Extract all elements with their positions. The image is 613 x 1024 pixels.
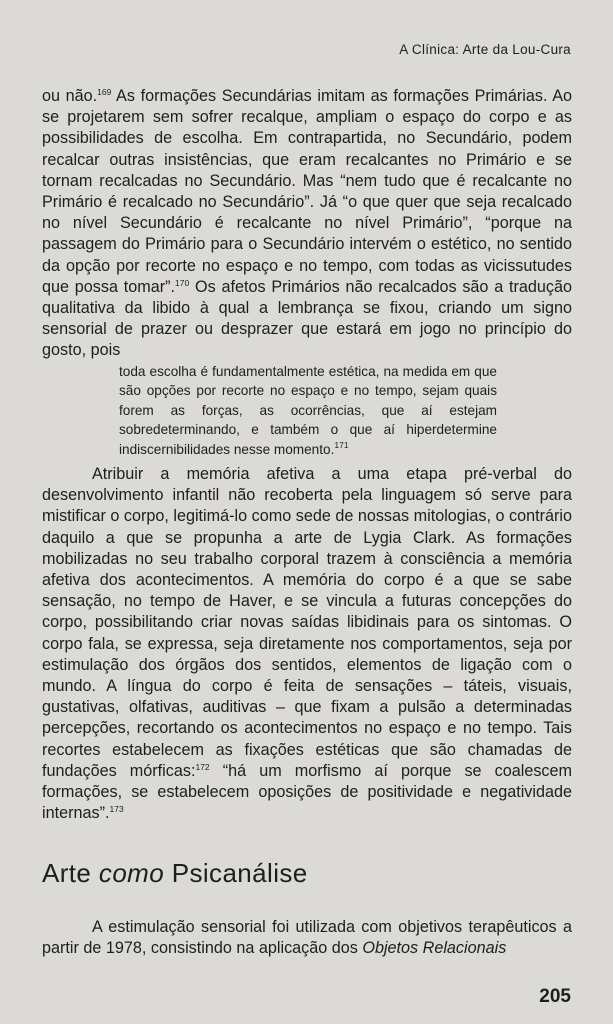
footnote-ref-171: 171: [334, 439, 349, 450]
body-paragraph-1: [42, 86, 572, 362]
paragraph-text: ou não.: [42, 87, 98, 105]
italic-term: Objetos Relacionais: [362, 939, 507, 958]
paragraph-text: Atribuir a memória afetiva a uma etapa pré-verbal do desenvolvimento infantil não recoberta pela linguagem só serve para mistificar o corpo, legitimá-lo como sede de nossas mitologias, o contrário daquilo a que se propunha a arte de Lygia Clark. As formações mobilizadas no seu trabalho corporal trazem à consciência a memória afetiva dos acontecimentos. A memória do corpo é a que se sabe sensação, no tempo de Haver, e se vincula a futuras concepções do corpo, possibilitando criar novas saídas libidinais para os sintomas. O corpo fala, se expressa, seja diretamente nos comportamentos, seja por estimulação dos órgãos dos sentidos, elementos de ligação com o mundo. A língua do corpo é feita de sensações – táteis, visuais, gustativas, olfativas, auditivas – que fixam a pulsão a determinadas percepções, recortando os acontecimentos no espaço e no tempo. Tais recortes estabelecem as fixações estéticas que são chamadas de fundações mórficas:: [42, 465, 572, 780]
page-number: 205: [539, 986, 571, 1007]
footnote-ref-173: 173: [109, 804, 124, 815]
footnote-ref-169: 169: [97, 87, 112, 97]
heading-italic: como: [98, 858, 165, 888]
block-quote: [119, 362, 497, 459]
footnote-ref-170: 170: [175, 277, 190, 288]
heading-text: Psicanálise: [164, 858, 308, 888]
section-heading: [42, 858, 308, 889]
heading-text: Arte: [42, 858, 99, 888]
quote-text: toda escolha é fundamentalmente estética, na medida em que são opções por recorte no espaço e no tempo, sejam quais forem as forças, as ocorrências, que aí estejam sobredeterminando, e também o que aí hiperdetermine indiscernibilidades nesse momento.: [119, 364, 497, 457]
running-header: A Clínica: Arte da Lou-Cura: [399, 42, 571, 57]
paragraph-text: A estimulação sensorial foi utilizada com objetivos terapêuticos a partir de 1978, consistindo na aplicação dos: [42, 918, 572, 958]
body-paragraph-2: [42, 464, 572, 824]
paragraph-text: Os afetos Primários não recalcados são a tradução qualitativa da libido à qual a lembrança se fixou, criando um signo sensorial de prazer ou desprazer que estará em jogo no princípio do gosto, pois: [42, 277, 572, 360]
footnote-ref-172: 172: [195, 761, 210, 772]
paragraph-text: As formações Secundárias imitam as formações Primárias. Ao se projetarem sem sofrer recalque, ampliam o espaço do corpo e as possibilidades de escolha. Em contrapartida, no Secundário, podem recalcar outras insistências, que eram recalcantes no Primário e se tornam recalcadas no Secundário. Mas “nem tudo que é recalcante no Primário é recalcado no Secundário”. Já “o que quer que seja recalcado no nível Secundário é recalcante no nível Primário”, “porque na passagem do Primário para o Secundário intervém o estético, no sentido da opção por recorte no espaço e no tempo, com todas as vicissutudes que possa tomar”.: [42, 87, 572, 296]
paragraph-text: “há um morfismo aí porque se coalescem formações, se estabelecem oposições de positividade e negatividade internas”.: [42, 761, 573, 823]
body-paragraph-3: [42, 917, 572, 959]
